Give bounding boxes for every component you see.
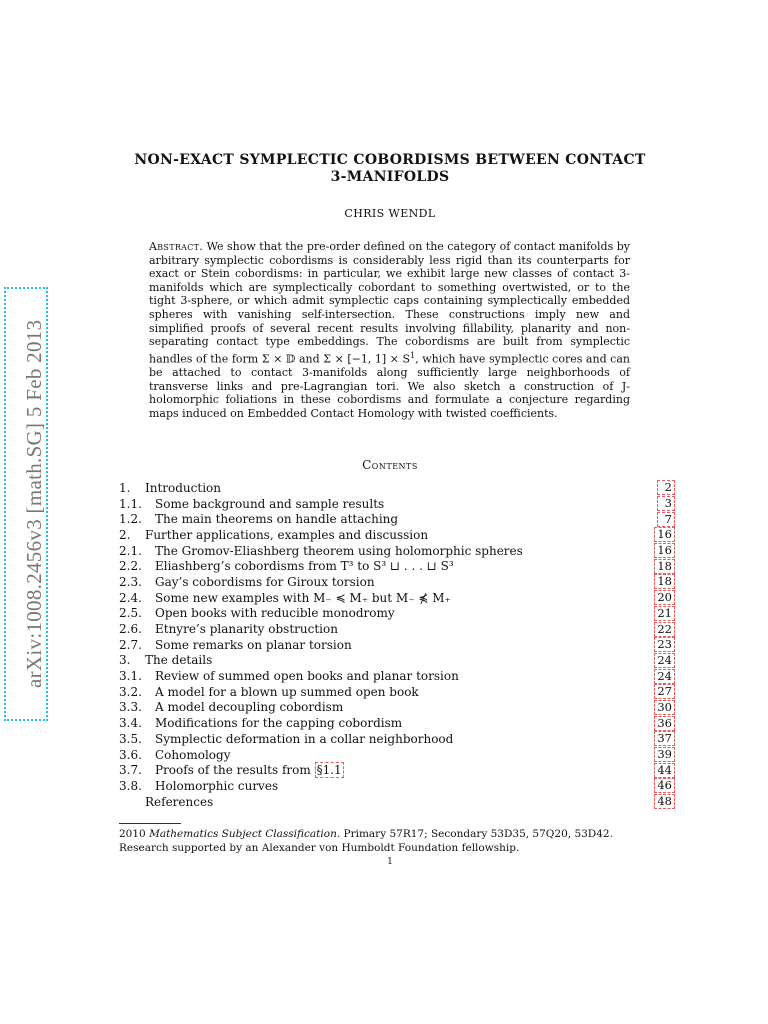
toc-section-title: Cohomology [155,747,231,762]
toc-page-link[interactable]: 46 [654,778,675,793]
toc-entry[interactable] [119,715,675,731]
toc-entry-label [119,481,221,495]
toc-page-link[interactable]: 22 [654,622,675,637]
toc-section-number: 2.6. [119,622,142,637]
toc-page-link[interactable]: 16 [654,543,675,558]
toc-section-number: 2.7. [119,637,142,652]
toc-entry-label [119,700,343,714]
toc-entry[interactable] [119,731,675,747]
toc-section-number: 3.7. [119,763,142,778]
toc-entry-label [119,497,384,511]
section-reference-link[interactable]: §1.1 [316,763,342,778]
toc-entry-label [119,653,212,667]
toc-entry-label [119,763,344,777]
toc-entry[interactable] [119,747,675,763]
toc-entry-label [119,575,375,589]
toc-entry[interactable] [119,653,675,669]
toc-page-link[interactable]: 30 [654,700,675,715]
toc-section-number: 2. [119,527,131,542]
toc-section-title: Holomorphic curves [155,778,279,793]
arxiv-identifier[interactable]: arXiv:1008.2456v3 [math.SG] 5 Feb 2013 [22,319,46,689]
toc-entry-label [119,591,451,605]
toc-section-number: 1. [119,480,131,495]
toc-entry[interactable] [119,590,675,606]
msc-label: Mathematics Subject Classification. [149,828,341,840]
toc-page-link[interactable]: 20 [654,590,675,605]
toc-entry-label [119,559,454,573]
toc-entry[interactable] [119,574,675,590]
toc-section-number: 2.5. [119,606,142,621]
toc-page-link[interactable]: 7 [657,512,675,527]
toc-page-link[interactable]: 44 [654,763,675,778]
toc-entry[interactable] [119,527,675,543]
toc-page-link[interactable]: 18 [654,574,675,589]
toc-entry-label [119,638,352,652]
toc-entry-label [119,779,278,793]
support-footnote: Research supported by an Alexander von Humboldt Foundation fellowship. [119,842,520,854]
toc-section-number: 2.3. [119,574,142,589]
toc-page-link[interactable]: 27 [654,684,675,699]
toc-section-title: Further applications, examples and discussion [145,527,429,542]
toc-entry[interactable] [119,668,675,684]
toc-section-number: 2.2. [119,559,142,574]
toc-entry[interactable] [119,637,675,653]
title-line-2: 3-MANIFOLDS [330,169,450,185]
toc-entry[interactable] [119,558,675,574]
toc-entry-label [119,669,459,683]
paper-title [110,152,670,186]
toc-entry[interactable] [119,606,675,622]
toc-entry-label [119,685,419,699]
toc-section-title: Eliashberg’s cobordisms from T³ to S³ ⊔ . . . ⊔ S³ [155,559,454,574]
toc-section-title: The details [145,653,213,668]
title-line-1: NON-EXACT SYMPLECTIC COBORDISMS BETWEEN CONTACT [134,152,646,168]
toc-section-title: Modifications for the capping cobordism [155,716,403,731]
footnote-rule [119,823,181,824]
toc-section-title: Etnyre’s planarity obstruction [155,622,338,637]
toc-section-number: 2.1. [119,543,142,558]
toc-section-number: 3.1. [119,669,142,684]
toc-section-number: 3.6. [119,747,142,762]
toc-section-number: 1.2. [119,512,142,527]
toc-page-link[interactable]: 48 [654,794,675,809]
toc-page-link[interactable]: 18 [654,559,675,574]
toc-section-number: 3.2. [119,684,142,699]
toc-entry-label [119,606,395,620]
toc-section-title: Review of summed open books and planar torsion [155,669,459,684]
toc-section-title: Some background and sample results [155,496,385,511]
footnotes [119,827,679,855]
msc-footnote [119,827,679,841]
toc-section-title: Symplectic deformation in a collar neighborhood [155,731,454,746]
toc-entry[interactable] [119,794,675,810]
toc-section-title: Gay’s cobordisms for Giroux torsion [155,574,375,589]
toc-entry-label [119,544,523,558]
toc-entry[interactable] [119,621,675,637]
table-of-contents [119,480,675,809]
toc-entry-label [119,622,338,636]
msc-year: 2010 [119,828,150,840]
toc-entry-label [119,732,453,746]
toc-entry-label [119,795,213,809]
toc-entry[interactable] [119,511,675,527]
toc-page-link[interactable]: 23 [654,637,675,652]
abstract [149,240,630,420]
toc-section-title: Open books with reducible monodromy [155,606,395,621]
toc-entry[interactable] [119,480,675,496]
toc-section-number: 3.3. [119,700,142,715]
toc-entry[interactable] [119,496,675,512]
abstract-text-2: , which have symplectic cores and can be attached to contact 3-manifolds along sufficiently large neighborhoods of transverse links and pre-Lagrangian tori. We also sketch a construction of J-holomorphic foliations in these cobordisms and formulate a conjecture regarding maps induced on Embedded Contact Homology with twisted coefficients. [149,352,630,420]
toc-section-number: 1.1. [119,496,142,511]
toc-section-title: Proofs of the results from [155,763,315,778]
author-name: CHRIS WENDL [344,207,436,220]
toc-entry[interactable] [119,778,675,794]
toc-entry-label [119,748,231,762]
toc-page-link[interactable]: 39 [654,747,675,762]
toc-page-link[interactable]: 24 [654,669,675,684]
toc-entry-label [119,528,428,542]
toc-section-title: Introduction [145,480,221,495]
toc-section-number: 3.8. [119,778,142,793]
toc-section-title: Some new examples with M₋ ≼ M₊ but M₋ ⋠ M₊ [155,590,451,605]
abstract-label: Abstract. [149,240,204,253]
toc-page-link[interactable]: 3 [657,496,675,511]
toc-entry[interactable] [119,543,675,559]
abstract-text-1: We show that the pre-order defined on the category of contact manifolds by arbitrary symplectic cobordisms is considerably less rigid than its counterparts for exact or Stein cobordisms: in particular, we exhibit large new classes of contact 3-manifolds which are symplectically cobordant to something overtwisted, or to the tight 3-sphere, or which admit symplectic caps containing symplectically embedded spheres with vanishing self-intersection. These constructions imply new and simplified proofs of several recent results involving fillability, planarity and non-separating contact type embeddings. The cobordisms are built from symplectic handles of the form Σ × 𝔻 and Σ × [−1, 1] × S [149,240,630,366]
toc-section-title: The main theorems on handle attaching [155,512,399,527]
toc-page-link[interactable]: 24 [654,653,675,668]
toc-section-number: 2.4. [119,590,142,605]
toc-page-link[interactable]: 37 [654,731,675,746]
msc-codes: Primary 57R17; Secondary 53D35, 57Q20, 53D42. [340,828,613,840]
toc-page-link[interactable]: 36 [654,716,675,731]
contents-heading: Contents [362,458,418,472]
abstract-superscript: 1 [410,350,416,360]
toc-page-link[interactable]: 21 [654,606,675,621]
toc-entry[interactable] [119,762,675,778]
toc-page-link[interactable]: 2 [657,480,675,495]
toc-section-title: Some remarks on planar torsion [155,637,352,652]
toc-entry-label [119,512,398,526]
page-number: 1 [387,857,393,867]
toc-section-title: The Gromov-Eliashberg theorem using holomorphic spheres [155,543,523,558]
toc-section-number: 3.4. [119,716,142,731]
toc-entry-label [119,716,402,730]
toc-section-title: A model for a blown up summed open book [155,684,419,699]
toc-section-number: 3.5. [119,731,142,746]
toc-entry[interactable] [119,684,675,700]
toc-page-link[interactable]: 16 [654,527,675,542]
toc-section-title: A model decoupling cobordism [155,700,344,715]
toc-entry[interactable] [119,700,675,716]
toc-section-title: References [145,794,214,809]
toc-section-number: 3. [119,653,131,668]
